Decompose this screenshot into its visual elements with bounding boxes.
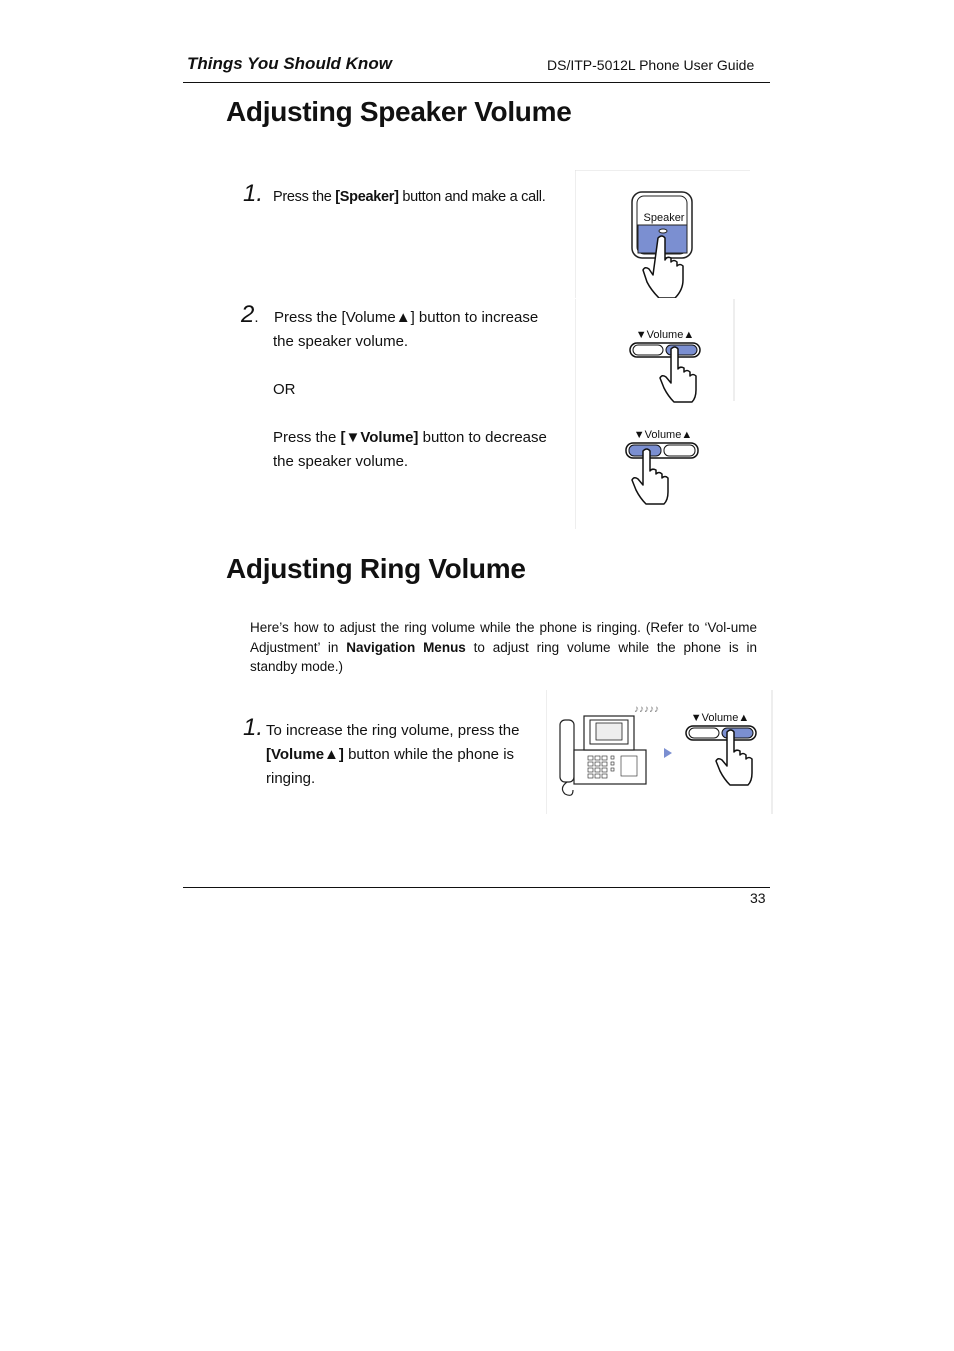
ringing-phone-figure	[546, 690, 773, 814]
speaker-step1-number: 1.	[243, 180, 264, 207]
speaker-step2-digit: 2	[241, 301, 255, 328]
footer-rule	[183, 887, 770, 888]
ring-step1-line3: ringing.	[266, 770, 316, 787]
speaker-figure-label: Speaker	[643, 212, 685, 224]
header-rule	[183, 82, 770, 83]
speaker-step2-number	[241, 301, 259, 329]
ring-intro-post: to adjust ring volume while the phone is in standby mode.)	[250, 639, 757, 674]
speaker-volume-heading: Adjusting Speaker Volume	[226, 96, 572, 127]
speaker-step1-post: button and make a call.	[398, 189, 546, 205]
speaker-key-label: [Speaker]	[335, 189, 399, 205]
ring-step1-line1: To increase the ring volume, press the	[266, 722, 520, 739]
volume-up-key-label: [Volume▲]	[266, 746, 344, 763]
speaker-step2-decrease-line2: the speaker volume.	[273, 453, 409, 470]
ring-step1-line2-post: button while the phone is	[343, 746, 515, 763]
ring-step1-line2	[266, 743, 514, 767]
running-guide-title: DS/ITP-5012L Phone User Guide	[547, 57, 755, 73]
ring-notes-icon: ♪♪♪♪♪	[634, 704, 659, 715]
ring-step1-number: 1.	[243, 714, 264, 741]
decrease-post: button to decrease	[418, 429, 547, 446]
speaker-step2-line1: Press the [Volume▲] button to increase	[274, 309, 539, 326]
speaker-button-figure	[575, 170, 750, 298]
arrow-right-icon	[664, 748, 672, 758]
speaker-step2-or: OR	[273, 381, 296, 398]
speaker-step1-text	[273, 185, 545, 209]
navigation-menus-ref: Navigation Menus	[346, 639, 466, 655]
ring-intro-pre: Here’s how to adjust the ring volume while the phone is ringing. (Refer to ‘Vol-ume Adjustment’ in	[250, 620, 757, 655]
volume-buttons-figure	[575, 299, 735, 529]
decrease-pre: Press the	[273, 429, 341, 446]
volume-down-key-label: [▼Volume]	[340, 429, 419, 446]
ring-intro-paragraph	[250, 618, 757, 677]
speaker-step2-line2: the speaker volume.	[273, 333, 409, 350]
speaker-step2-decrease	[273, 426, 547, 450]
running-section-title: Things You Should Know	[187, 54, 392, 73]
ring-volume-figure-label: ▼Volume▲	[690, 712, 750, 724]
ring-volume-heading: Adjusting Ring Volume	[226, 553, 526, 584]
volume-up-figure-label: ▼Volume▲	[635, 329, 695, 341]
volume-down-figure-label: ▼Volume▲	[633, 429, 693, 441]
speaker-step2-dot: .	[254, 309, 259, 326]
phone-icon	[560, 716, 646, 795]
speaker-step1-pre: Press the	[273, 189, 336, 205]
page-number: 33	[750, 890, 766, 906]
